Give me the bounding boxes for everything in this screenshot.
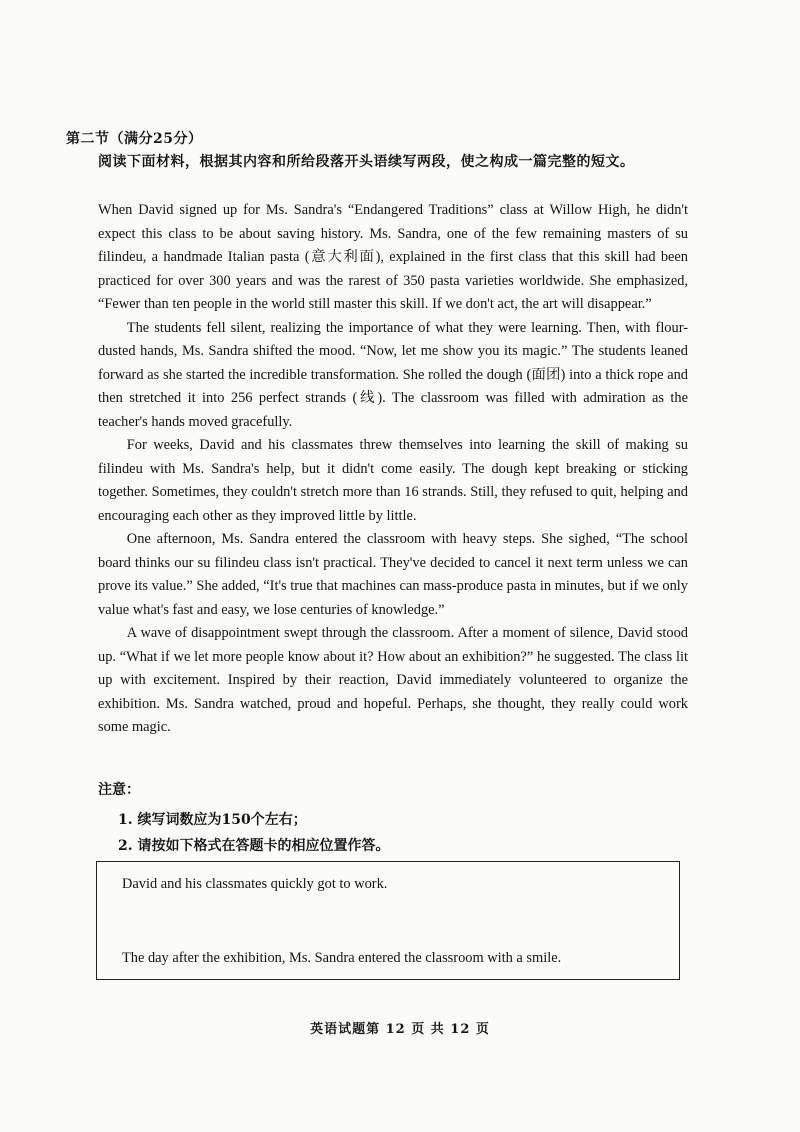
paragraph-prompt-1: David and his classmates quickly got to work. — [122, 876, 388, 892]
paragraph-prompt-2: The day after the exhibition, Ms. Sandra entered the classroom with a smile. — [122, 950, 562, 966]
passage-paragraph: For weeks, David and his classmates threw themselves into learning the skill of making su filindeu with Ms. Sandra's help, but it didn't come easily. The dough kept breaking or sticking together. Sometimes, they couldn't stretch more than 16 strands. Still, they refused to quit, helping and encouraging each other as they improved little by little. — [98, 437, 688, 524]
page-footer: 英语试题第 12 页 共 12 页 — [310, 1022, 490, 1037]
passage-paragraph: One afternoon, Ms. Sandra entered the classroom with heavy steps. She sighed, “The school board thinks our su filindeu class isn't practical. They've decided to cancel it next term unless we can prove its value.” She added, “It's true that machines can mass-produce pasta in minutes, but if we only value what's fast and easy, we lose centuries of knowledge.” — [98, 531, 688, 618]
note-item: 1. 续写词数应为150个左右； — [118, 812, 307, 828]
section-title: 第二节（满分25分） — [66, 131, 203, 147]
answer-format-box — [96, 861, 680, 980]
passage-paragraph: When David signed up for Ms. Sandra's “Endangered Traditions” class at Willow High, he didn't expect this class to be about saving history. Ms. Sandra, one of the few remaining masters of su filindeu, a handmade Italian pasta (意大利面), explained in the first class that this skill had been practiced for over 300 years and was the rarest of 350 pasta varieties worldwide. She emphasized, “Fewer than ten people in the world still master this skill. If we don't act, the art will disappear.” — [98, 202, 688, 312]
notes-section — [98, 779, 390, 859]
section-instruction: 阅读下面材料，根据其内容和所给段落开头语续写两段，使之构成一篇完整的短文。 — [98, 154, 635, 170]
passage-paragraph: The students fell silent, realizing the importance of what they were learning. Then, with flour-dusted hands, Ms. Sandra shifted the mood. “Now, let me show you its magic.” The students leaned forward as she started the incredible transformation. She rolled the dough (面团) into a thick rope and then stretched it into 256 perfect strands (线). The classroom was filled with admiration as the teacher's hands moved gracefully. — [98, 319, 688, 430]
note-item: 2. 请按如下格式在答题卡的相应位置作答。 — [118, 838, 390, 854]
passage-paragraph: A wave of disappointment swept through the classroom. After a moment of silence, David stood up. “What if we let more people know about it? How about an exhibition?” he suggested. The class lit up with excitement. Inspired by their reaction, David immediately volunteered to organize the exhibition. Ms. Sandra watched, proud and hopeful. Perhaps, she thought, they really could work some magic. — [98, 625, 688, 735]
notes-title: 注意： — [98, 782, 140, 798]
reading-passage — [98, 199, 688, 740]
